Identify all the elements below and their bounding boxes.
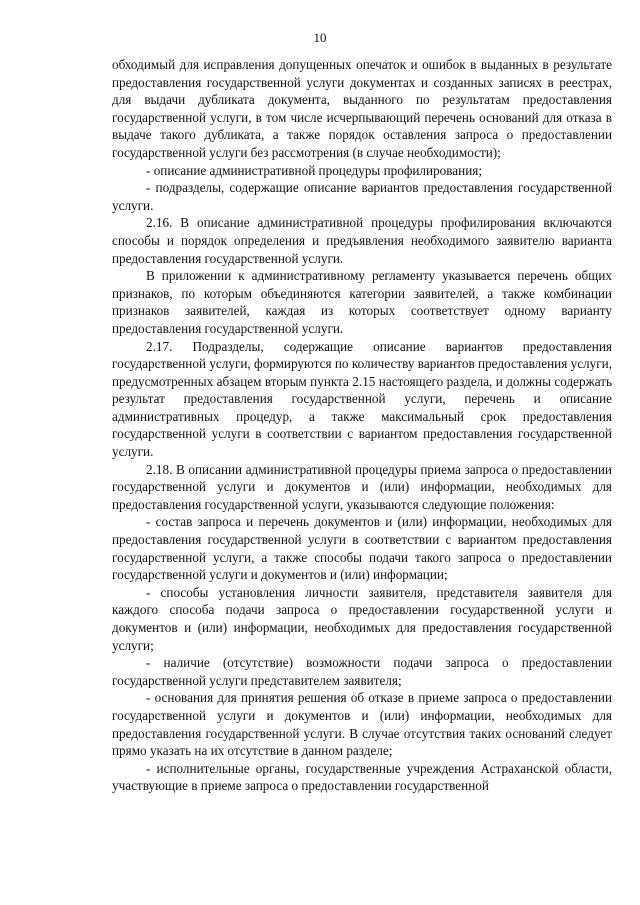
list-item: - исполнительные органы, государственные учреждения Астраханской области, участвующие в приеме запроса о предоставлении государственной (112, 760, 612, 794)
list-item: - основания для принятия решения об отказе в приеме запроса о предоставлении государственной услуги и документов и (или) информации, необходимых для предоставления государственной услуги. В случае отсутствия таких оснований следует прямо указать на их отсутствие в данном разделе; (112, 690, 612, 759)
page-number: 10 (313, 30, 327, 45)
paragraph-2-16: 2.16. В описание административной процедуры профилирования включаются способы и порядок определения и предъявления необходимого заявителю варианта предоставления государственной услуги. (112, 215, 612, 266)
list-item: - подразделы, содержащие описание вариантов предоставления государственной услуги. (112, 180, 612, 213)
paragraph-2-18: 2.18. В описании административной процедуры приема запроса о предоставлении государственной услуги и документов и (или) информации, необходимых для предоставления государственной услуги, указываются следующие положения: (112, 461, 612, 512)
paragraph: В приложении к административному регламенту указывается перечень общих признаков, по которым объединяются категории заявителей, а также комбинации признаков заявителей, каждая из которых соответствует одному варианту предоставления государственной услуги. (112, 268, 612, 336)
list-item: - наличие (отсутствие) возможности подачи запроса о предоставлении государственной услуги представителем заявителя; (112, 655, 612, 688)
list-item: - описание административной процедуры профилирования; (146, 162, 483, 178)
paragraph-continuation: обходимый для исправления допущенных опечаток и ошибок в выданных в результате предоставления государственной услуги документах и созданных записях в реестрах, для выдачи дубликата документа, выданного по результатам предоставления государственной услуги, в том числе исчерпывающий перечень оснований для отказа в выдаче такого дубликата, а также порядок оставления запроса о предоставлении государственной услуги без рассмотрения (в случае необходимости); (112, 57, 612, 160)
list-item: - состав запроса и перечень документов и (или) информации, необходимых для предоставления государственной услуги в соответствии с вариантом предоставления государственной услуги, а также способы подачи такого запроса о предоставлении государственной услуги и документов и (или) информации; (112, 514, 612, 583)
paragraph-2-17: 2.17. Подразделы, содержащие описание вариантов предоставления государственной услуги, формируются по количеству вариантов предоставления услуги, предусмотренных абзацем вторым пункта 2.15 настоящего раздела, и должны содержать результат предоставления государственной услуги, перечень и описание административных процедур, а также максимальный срок предоставления государственной услуги в соответствии с вариантом предоставления государственной услуги. (112, 338, 612, 460)
list-item: - способы установления личности заявителя, представителя заявителя для каждого способа подачи запроса о предоставлении государственной услуги и документов и (или) информации, необходимых для предоставления государственной услуги; (112, 584, 612, 653)
document-body (112, 56, 612, 795)
